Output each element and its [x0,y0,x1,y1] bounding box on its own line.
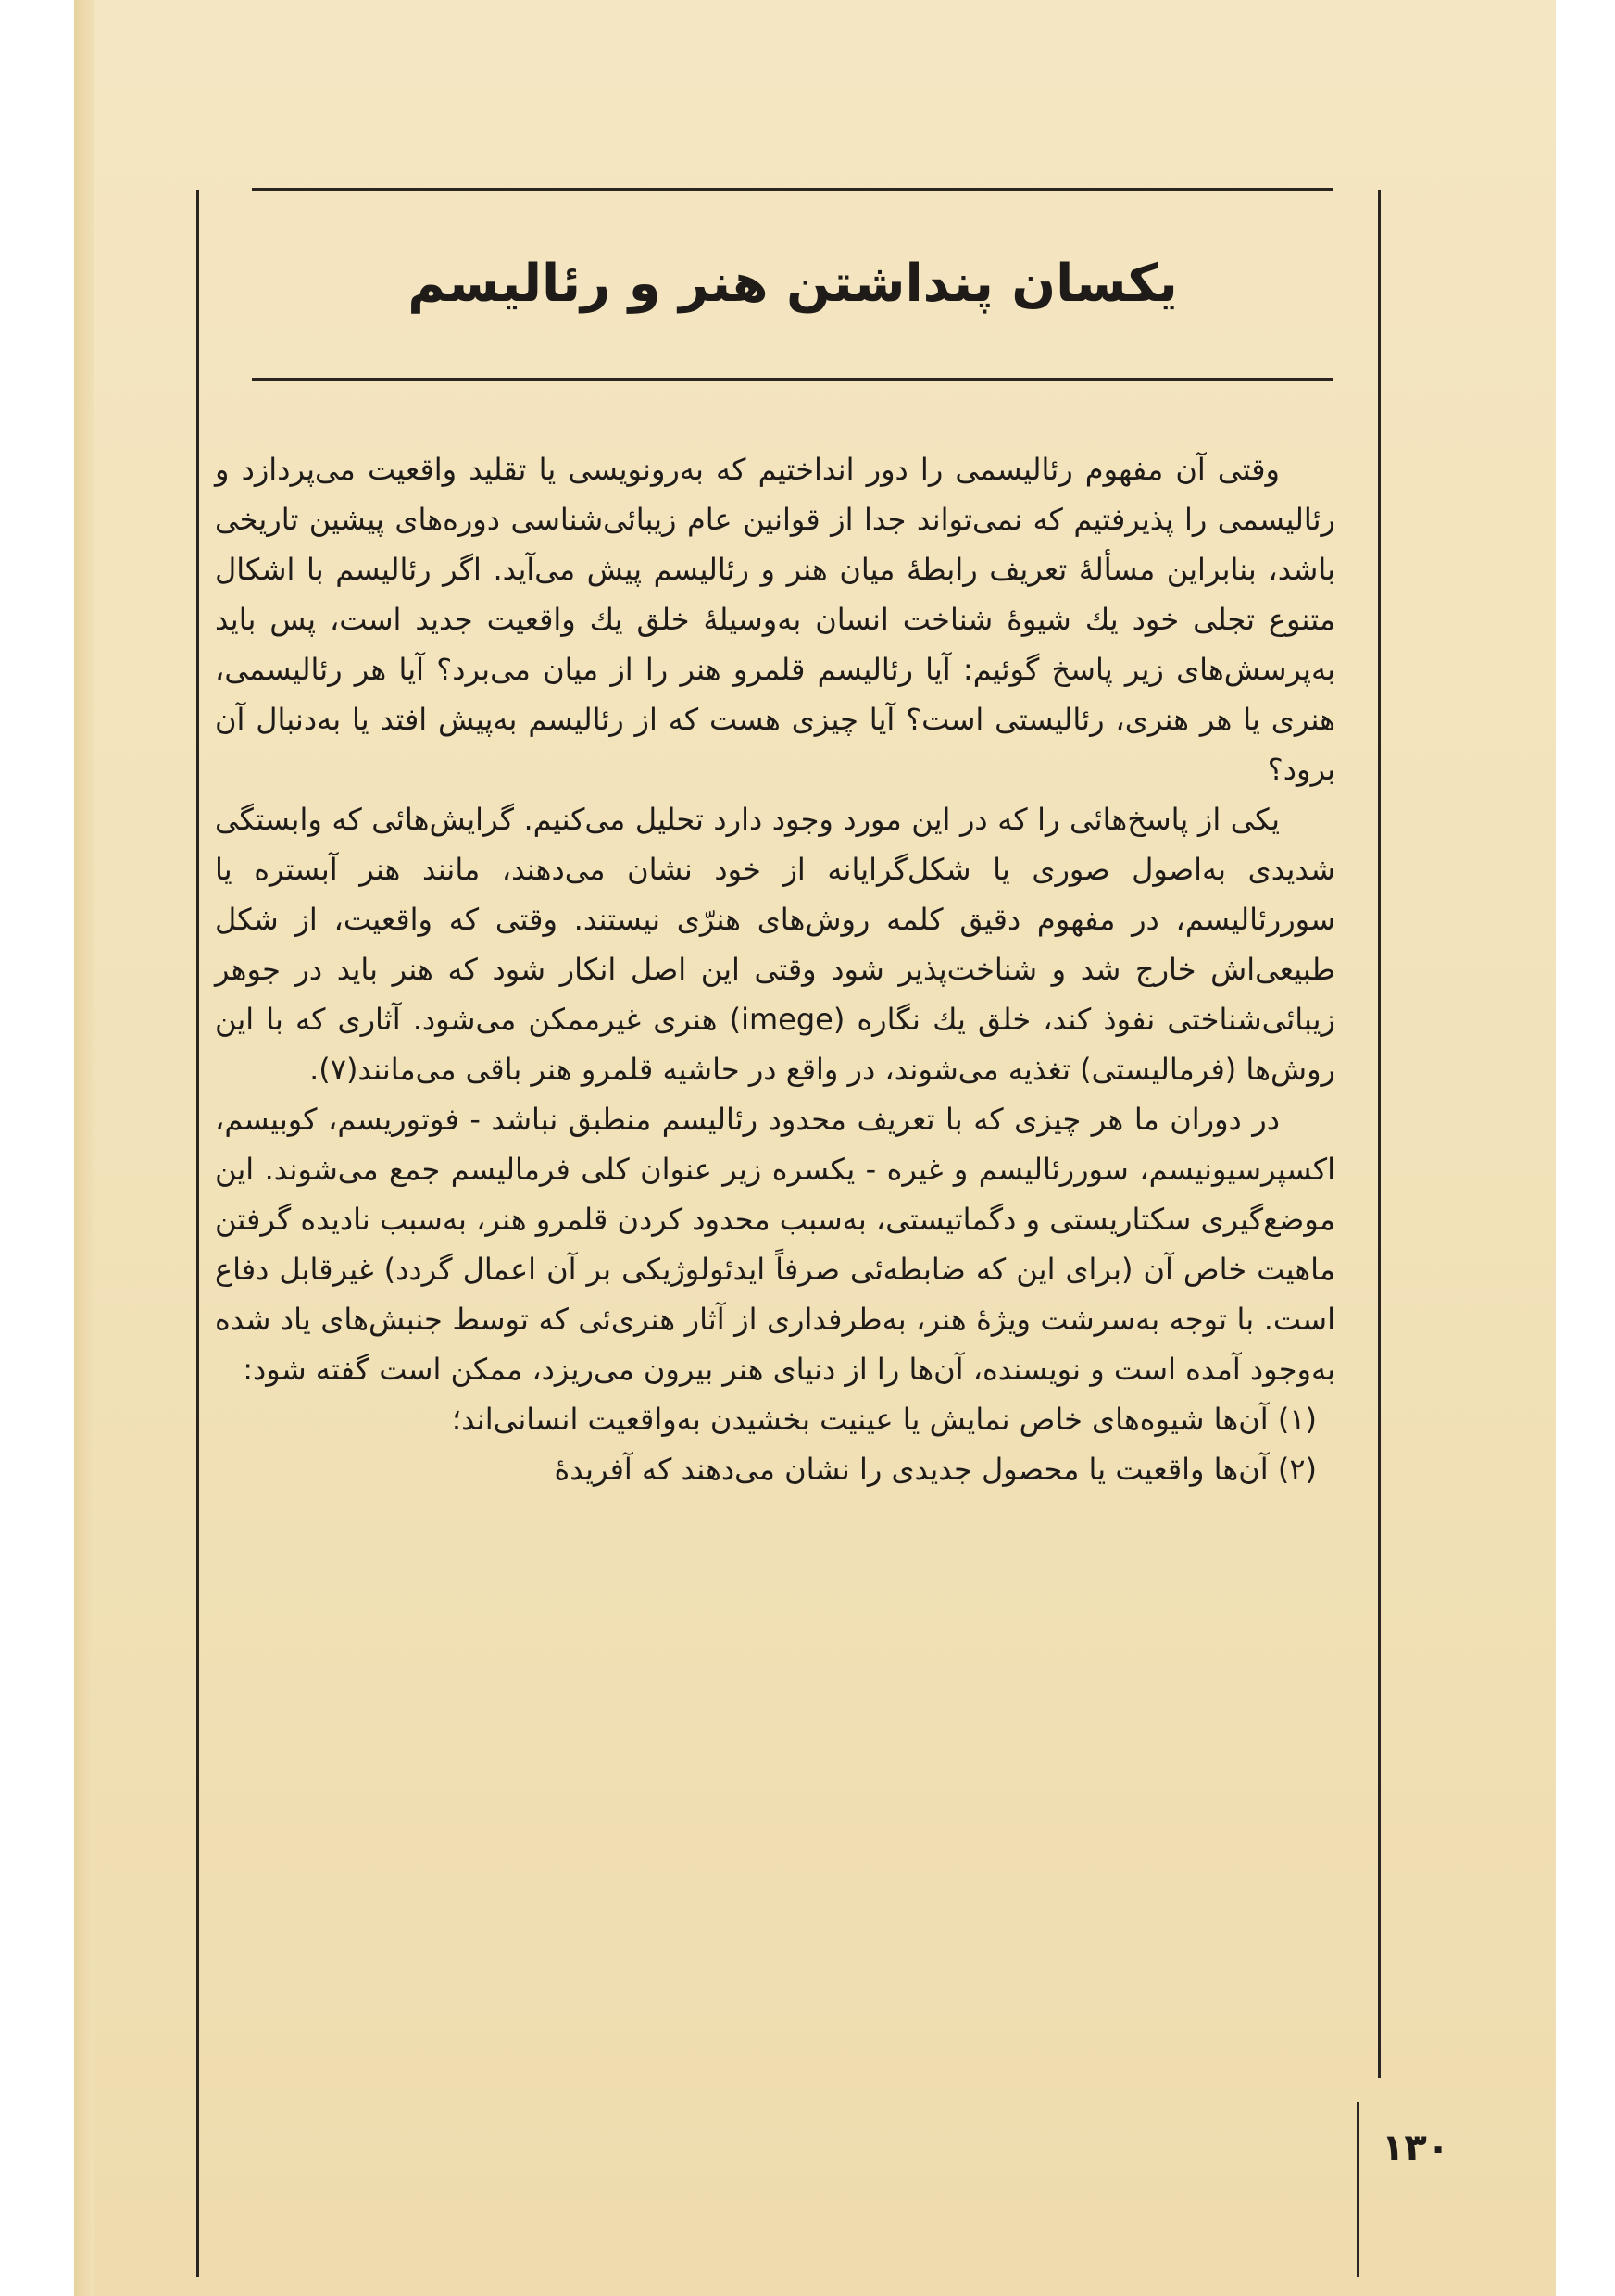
paragraph-2: یکی از پاسخ‌هائی را که در این مورد وجود دارد تحلیل می‌کنیم. گرایش‌هائی که وابستگی شدیدی به‌اصول صوری یا شکل‌گرایانه از خود نشان می‌دهند، مانند هنر آبستره یا سوررئالیسم، در مفهوم دقیق کلمه روش‌های هنرّی نیستند. وقتی که واقعیت، از شکل طبیعی‌اش خارج شد و شناخت‌پذیر شود وقتی این اصل انکار شود که هنر باید در جوهر زیبائی‌شناختی نفوذ کند، خلق یك نگاره (imege) هنری غیرممکن می‌شود. آثاری که با این روش‌ها (فرمالیستی) تغذیه می‌شوند، در واقع در حاشیه قلمرو هنر باقی می‌مانند(۷). [215,802,1336,1087]
frame-right-rule [1378,190,1381,2078]
top-rule [252,188,1333,191]
page-title: یکسان پنداشتن هنر و رئالیسم [407,254,1178,314]
paragraph-3: در دوران ما هر چیزی که با تعریف محدود رئالیسم منطبق نباشد - فوتوریسم، کوبیسم، اکسپرسیونیسم، سوررئالیسم و غیره - یکسره زیر عنوان کلی فرمالیسم جمع می‌شوند. این موضع‌گیری سکتاریستی و دگماتیستی، به‌سبب محدود کردن قلمرو هنر، به‌سبب نادیده گرفتن ماهیت خاص آن (برای این که ضابطه‌ئی صرفاً ایدئولوژیکی بر آن اعمال گردد) غیرقابل دفاع است. با توجه به‌سرشت ویژهٔ هنر، به‌طرفداری از آثار هنری‌ئی که توسط جنبش‌های یاد شده به‌وجود آمده است و نویسنده، آن‌ها را از دنیای هنر بیرون می‌ریزد، ممکن است گفته شود: [215,1102,1335,1387]
list-item-2: (۲) آن‌ها واقعیت یا محصول جدیدی را نشان می‌دهند که آفریدهٔ [554,1452,1317,1487]
body-text [215,444,1335,1494]
frame-left-rule [196,190,199,2277]
list-item-1: (۱) آن‌ها شیوه‌های خاص نمایش یا عینیت بخشیدن به‌واقعیت انسانی‌اند؛ [451,1402,1317,1437]
paper-edge [74,0,94,2296]
page-number: ۱۳۰ [1382,2127,1450,2169]
frame-right-lower-rule [1357,2102,1359,2277]
paragraph-1: وقتی آن مفهوم رئالیسمی را دور انداختیم که به‌رونویسی یا تقلید واقعیت می‌پردازد و رئالیسمی را پذیرفتیم که نمی‌تواند جدا از قوانین عام زیبائی‌شناسی دوره‌های پیشین تاریخی باشد، بنابراین مسألهٔ تعریف رابطهٔ میان هنر و رئالیسم پیش می‌آید. اگر رئالیسم با اشکال متنوع تجلی خود یك شیوهٔ شناخت انسان به‌وسیلهٔ خلق یك واقعیت جدید است، پس باید به‌پرسش‌های زیر پاسخ گوئیم: آیا رئالیسم قلمرو هنر را از میان می‌برد؟ آیا هر رئالیسمی، هنری یا هر هنری، رئالیستی است؟ آیا چیزی هست که از رئالیسم به‌پیش افتد یا به‌دنبال آن برود؟ [215,452,1335,787]
title-rule [252,378,1333,381]
